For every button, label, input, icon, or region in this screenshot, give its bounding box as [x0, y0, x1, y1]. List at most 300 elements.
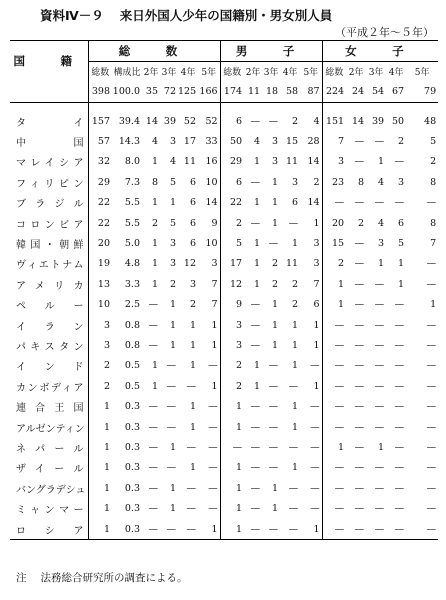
value-cell: — — [334, 319, 345, 331]
value-cell: — — [148, 401, 158, 413]
value-cell: 0.3 — [112, 519, 142, 540]
value-cell: 3 — [198, 254, 220, 274]
header-male-group: 男 子 — [220, 41, 322, 62]
value-cell: 1 — [236, 421, 243, 433]
value-cell: — — [334, 401, 345, 413]
value-cell: — — [366, 519, 386, 540]
value-cell: — — [354, 339, 365, 351]
value-cell: 29 — [229, 156, 243, 168]
value-cell: 11 — [285, 156, 299, 168]
value-cell: 2 — [272, 258, 279, 270]
value-cell: 1 — [272, 482, 279, 494]
value-cell: — — [354, 299, 365, 311]
value-cell: 13 — [97, 278, 110, 290]
totals-cell: 58 — [285, 86, 299, 97]
totals-cell: 35 — [145, 86, 158, 97]
value-cell: 2 — [430, 156, 437, 168]
value-cell: — — [250, 115, 261, 127]
value-cell: — — [354, 319, 365, 331]
value-cell: 1 — [220, 519, 244, 540]
value-cell: 6 — [236, 115, 243, 127]
nationality-cell: ペルー — [10, 295, 88, 315]
value-cell: 3 — [272, 136, 279, 148]
value-cell: 1 — [378, 156, 385, 168]
value-cell: 0.5 — [124, 360, 140, 372]
value-cell: 50 — [229, 136, 243, 148]
table-row — [10, 478, 438, 498]
table-row — [10, 193, 438, 213]
value-cell: — — [288, 217, 299, 229]
value-cell: — — [394, 156, 405, 168]
subheader-cell: 3年 — [368, 68, 384, 78]
value-cell: 7 — [198, 274, 220, 294]
nationality-cell: インド — [10, 356, 88, 376]
value-cell: 1 — [103, 482, 110, 494]
table-row — [10, 295, 438, 315]
value-cell: — — [394, 360, 405, 372]
totals-cell: 18 — [265, 86, 279, 97]
value-cell: — — [142, 519, 160, 540]
value-cell: 15 — [331, 238, 345, 250]
value-cell: — — [374, 339, 385, 351]
table-row — [10, 233, 438, 253]
value-cell: 3 — [169, 258, 176, 270]
value-cell: 1 — [292, 401, 299, 413]
subheader-cell: 5年 — [300, 62, 322, 82]
nationality-cell: イラン — [10, 315, 88, 335]
value-cell: 2 — [292, 299, 299, 311]
nationality-cell: 韓国・朝鮮 — [10, 233, 88, 253]
value-cell: 10 — [198, 233, 220, 253]
value-cell: — — [394, 503, 405, 515]
value-cell: 8 — [358, 176, 365, 188]
value-cell: 0.5 — [124, 380, 140, 392]
footnote — [16, 570, 188, 585]
value-cell: 1 — [169, 482, 176, 494]
value-cell: 1 — [254, 278, 261, 290]
value-cell: — — [322, 519, 346, 540]
nationality-cell: パキスタン — [10, 335, 88, 355]
value-cell: 39 — [371, 115, 385, 127]
table-row — [10, 356, 438, 376]
value-cell: 157 — [91, 115, 110, 127]
value-cell: 12 — [229, 278, 243, 290]
value-cell: — — [250, 462, 261, 474]
value-cell: — — [426, 401, 437, 413]
value-cell: — — [268, 441, 279, 453]
value-cell: 1 — [254, 238, 261, 250]
value-cell: — — [394, 462, 405, 474]
value-cell: — — [166, 421, 176, 433]
nationality-cell: ザイール — [10, 458, 88, 478]
value-cell: 0.3 — [124, 421, 140, 433]
value-cell: 1 — [88, 519, 112, 540]
value-cell: 48 — [424, 115, 437, 127]
value-cell: 1 — [398, 278, 405, 290]
value-cell: 3 — [169, 238, 176, 250]
value-cell: 6 — [300, 295, 322, 315]
value-cell: 1 — [300, 376, 322, 396]
totals-cell: 87 — [300, 81, 322, 103]
subheader-cell: 4年 — [388, 68, 404, 78]
value-cell: 4 — [300, 111, 322, 131]
value-cell: 0.8 — [124, 339, 140, 351]
value-cell: — — [186, 503, 196, 515]
table-row — [10, 172, 438, 192]
value-cell: — — [426, 482, 437, 494]
value-cell: 2 — [272, 278, 279, 290]
value-cell: — — [354, 503, 365, 515]
value-cell: — — [178, 519, 198, 540]
value-cell: 3 — [103, 319, 110, 331]
value-cell: — — [250, 503, 261, 515]
value-cell: — — [374, 319, 385, 331]
value-cell: 5 — [236, 238, 243, 250]
value-cell: 6 — [189, 176, 196, 188]
table-row — [10, 376, 438, 396]
nationality-cell: アルゼンティン — [10, 417, 88, 437]
value-cell: 33 — [198, 131, 220, 151]
title-text: 来日外国人少年の国籍別・男女別人員 — [119, 8, 333, 23]
nationality-cell: ネパール — [10, 437, 88, 457]
value-cell: 3.3 — [124, 278, 140, 290]
value-cell: 0.3 — [124, 462, 140, 474]
value-cell: 50 — [391, 115, 405, 127]
value-cell: 2 — [236, 360, 243, 372]
value-cell: 1 — [292, 238, 299, 250]
value-cell: 3 — [169, 136, 176, 148]
value-cell: 1 — [151, 156, 158, 168]
value-cell: — — [374, 197, 385, 209]
value-cell: 1 — [430, 299, 437, 311]
table-row — [10, 417, 438, 437]
value-cell: 6 — [189, 197, 196, 209]
value-cell: 52 — [198, 111, 220, 131]
totals-cell: 72 — [163, 86, 176, 97]
value-cell: 39.4 — [118, 115, 140, 127]
totals-label-cell — [10, 81, 88, 103]
value-cell: 28 — [300, 131, 322, 151]
value-cell: 1 — [169, 319, 176, 331]
value-cell: 1 — [151, 258, 158, 270]
value-cell: 3 — [338, 156, 345, 168]
value-cell: 1 — [151, 238, 158, 250]
value-cell: — — [394, 380, 405, 392]
value-cell: — — [354, 278, 365, 290]
value-cell: — — [354, 441, 365, 453]
value-cell: 1 — [103, 441, 110, 453]
subheader-cell: 総数 — [91, 68, 110, 78]
value-cell: 1 — [151, 380, 158, 392]
value-cell: 10 — [198, 172, 220, 192]
value-cell: — — [198, 396, 220, 416]
totals-cell: 54 — [371, 86, 385, 97]
value-cell: — — [186, 441, 196, 453]
value-cell: 10 — [97, 299, 110, 311]
nationality-cell: ヴィエトナム — [10, 254, 88, 274]
subheader-cell: 2年 — [143, 68, 159, 78]
value-cell: 1 — [254, 360, 261, 372]
subheader-cell: 4年 — [180, 68, 196, 78]
value-cell: 5 — [169, 217, 176, 229]
value-cell: 17 — [229, 258, 243, 270]
value-cell: 12 — [183, 258, 196, 270]
value-cell: — — [394, 197, 405, 209]
value-cell: 2 — [103, 360, 110, 372]
value-cell: — — [148, 503, 158, 515]
value-cell: 1 — [254, 156, 261, 168]
totals-cell: 24 — [351, 86, 365, 97]
value-cell: — — [268, 380, 279, 392]
subheader-cell: 5年 — [414, 68, 430, 78]
value-cell: 2 — [358, 217, 365, 229]
value-cell: 32 — [97, 156, 110, 168]
value-cell: 5.5 — [124, 217, 140, 229]
value-cell: — — [198, 417, 220, 437]
totals-cell: 67 — [391, 86, 405, 97]
value-cell: — — [148, 482, 158, 494]
totals-cell: 174 — [223, 86, 243, 97]
value-cell: 29 — [97, 176, 110, 188]
value-cell: 2 — [300, 172, 322, 192]
value-cell: — — [374, 401, 385, 413]
value-cell: 17 — [183, 136, 196, 148]
value-cell: 20 — [331, 217, 345, 229]
value-cell: — — [250, 319, 261, 331]
value-cell: 52 — [183, 115, 196, 127]
totals-cell: 100.0 — [112, 86, 140, 97]
value-cell: 3 — [398, 176, 405, 188]
value-cell: — — [288, 503, 299, 515]
value-cell: 22 — [97, 197, 110, 209]
value-cell: 23 — [331, 176, 345, 188]
value-cell: — — [334, 380, 345, 392]
value-cell: — — [354, 482, 365, 494]
value-cell: 1 — [292, 339, 299, 351]
value-cell: — — [354, 360, 365, 372]
value-cell: 6 — [189, 217, 196, 229]
value-cell: — — [354, 197, 365, 209]
value-cell: — — [334, 503, 345, 515]
value-cell: 11 — [285, 258, 299, 270]
value-cell: — — [374, 360, 385, 372]
value-cell: 8 — [430, 217, 437, 229]
value-cell: — — [250, 421, 261, 433]
value-cell: 0.3 — [124, 401, 140, 413]
value-cell: 1 — [198, 376, 220, 396]
value-cell: — — [148, 299, 158, 311]
table-row — [10, 315, 438, 335]
value-cell: 2 — [398, 136, 405, 148]
value-cell: 4.8 — [124, 258, 140, 270]
subheader-cell: 4年 — [282, 68, 298, 78]
value-cell: 1 — [103, 401, 110, 413]
value-cell: 22 — [97, 217, 110, 229]
value-cell: 1 — [300, 335, 322, 355]
value-cell: — — [250, 217, 261, 229]
value-cell: 5 — [398, 238, 405, 250]
value-cell: 1 — [272, 197, 279, 209]
value-cell: 0.3 — [124, 441, 140, 453]
value-cell: — — [374, 482, 385, 494]
value-cell: 1 — [189, 360, 196, 372]
value-cell: 0.3 — [124, 482, 140, 494]
value-cell: 7 — [338, 136, 345, 148]
value-cell: 2 — [236, 380, 243, 392]
value-cell: — — [426, 503, 437, 515]
subheader-cell: 3年 — [263, 68, 279, 78]
value-cell: 14 — [198, 193, 220, 213]
value-cell: 1 — [338, 278, 345, 290]
value-cell: — — [280, 519, 300, 540]
value-cell: 2 — [151, 217, 158, 229]
value-cell: 1 — [169, 441, 176, 453]
value-cell: — — [186, 482, 196, 494]
value-cell: 14 — [300, 193, 322, 213]
value-cell: 2 — [292, 278, 299, 290]
value-cell: — — [232, 441, 243, 453]
value-cell: — — [148, 319, 158, 331]
value-cell: — — [250, 441, 261, 453]
value-cell: 1 — [338, 441, 345, 453]
value-cell: — — [426, 319, 437, 331]
value-cell: — — [354, 136, 365, 148]
value-cell: — — [148, 462, 158, 474]
value-cell: 9 — [198, 213, 220, 233]
table-row — [10, 458, 438, 478]
value-cell: 2 — [189, 299, 196, 311]
value-cell: 3 — [103, 339, 110, 351]
value-cell: 1 — [272, 503, 279, 515]
value-cell: 5 — [169, 176, 176, 188]
value-cell: 15 — [285, 136, 299, 148]
nationality-cell: 連合王国 — [10, 396, 88, 416]
value-cell: 22 — [229, 197, 243, 209]
value-cell: — — [394, 319, 405, 331]
nationality-cell: バングラデシュ — [10, 478, 88, 498]
value-cell: 2 — [169, 278, 176, 290]
footnote-text: 法務総合研究所の調査による。 — [40, 572, 188, 584]
value-cell: — — [250, 176, 261, 188]
value-cell: 20 — [97, 238, 110, 250]
value-cell: 1 — [103, 503, 110, 515]
value-cell: 2 — [338, 258, 345, 270]
value-cell: 7 — [300, 274, 322, 294]
table-row — [10, 335, 438, 355]
value-cell: 1 — [254, 197, 261, 209]
value-cell: — — [244, 519, 262, 540]
subheader-cell: 5年 — [198, 62, 220, 82]
value-cell: — — [186, 380, 196, 392]
value-cell: 8 — [430, 176, 437, 188]
value-cell: 4 — [169, 156, 176, 168]
value-cell: — — [394, 299, 405, 311]
value-cell: — — [374, 380, 385, 392]
value-cell: 3 — [378, 238, 385, 250]
table-row — [10, 152, 438, 172]
value-cell: — — [426, 421, 437, 433]
value-cell: — — [148, 441, 158, 453]
nationality-cell: アメリカ — [10, 274, 88, 294]
value-cell: — — [394, 482, 405, 494]
value-cell: 6 — [189, 238, 196, 250]
subheader-cell: 2年 — [245, 68, 261, 78]
value-cell: — — [300, 437, 322, 457]
value-cell: 4 — [254, 136, 261, 148]
value-cell: 3 — [300, 233, 322, 253]
value-cell: — — [426, 441, 437, 453]
subheader-cell: 構成比 — [113, 68, 141, 78]
value-cell: — — [268, 360, 279, 372]
table-row — [10, 131, 438, 151]
value-cell: — — [268, 462, 279, 474]
table-row — [10, 396, 438, 416]
value-cell: 14 — [145, 115, 158, 127]
value-cell: 1 — [300, 213, 322, 233]
nationality-cell: カンボディア — [10, 376, 88, 396]
value-cell: — — [166, 360, 176, 372]
value-cell: — — [374, 299, 385, 311]
value-cell: 1 — [169, 503, 176, 515]
value-cell: — — [426, 360, 437, 372]
value-cell: 8.0 — [124, 156, 140, 168]
value-cell: — — [406, 519, 438, 540]
value-cell: 3 — [236, 319, 243, 331]
value-cell: 4 — [378, 176, 385, 188]
value-cell: — — [160, 519, 178, 540]
value-cell: 0.8 — [124, 319, 140, 331]
value-cell: 1 — [254, 380, 261, 392]
value-cell: 16 — [198, 152, 220, 172]
value-cell: 1 — [189, 339, 196, 351]
value-cell: — — [148, 339, 158, 351]
value-cell: — — [374, 503, 385, 515]
value-cell: — — [198, 498, 220, 518]
value-cell: — — [288, 482, 299, 494]
value-cell: 1 — [169, 339, 176, 351]
header-total-group: 総 数 — [88, 41, 220, 62]
value-cell: 1 — [300, 519, 322, 540]
totals-cell: 125 — [178, 86, 197, 97]
value-cell: — — [300, 356, 322, 376]
value-cell: 1 — [236, 401, 243, 413]
value-cell: 1 — [151, 360, 158, 372]
header-female-group: 女 子 — [322, 41, 438, 62]
value-cell: — — [334, 421, 345, 433]
value-cell: 7.3 — [124, 176, 140, 188]
value-cell: 2 — [236, 217, 243, 229]
document-title — [40, 6, 332, 24]
value-cell: — — [300, 417, 322, 437]
value-cell: 1 — [236, 503, 243, 515]
value-cell: 1 — [236, 482, 243, 494]
value-cell: — — [426, 380, 437, 392]
value-cell: — — [148, 421, 158, 433]
value-cell: — — [354, 380, 365, 392]
subheader-cell: 総数 — [325, 68, 344, 78]
value-cell: — — [250, 482, 261, 494]
value-cell: 1 — [272, 319, 279, 331]
totals-cell: 79 — [424, 86, 437, 97]
value-cell: 1 — [151, 197, 158, 209]
value-cell: — — [268, 401, 279, 413]
value-cell: — — [250, 401, 261, 413]
nationality-cell: ブラジル — [10, 193, 88, 213]
value-cell: — — [394, 441, 405, 453]
value-cell: — — [394, 339, 405, 351]
nationality-cell: ミャンマー — [10, 498, 88, 518]
value-cell: 1 — [272, 339, 279, 351]
